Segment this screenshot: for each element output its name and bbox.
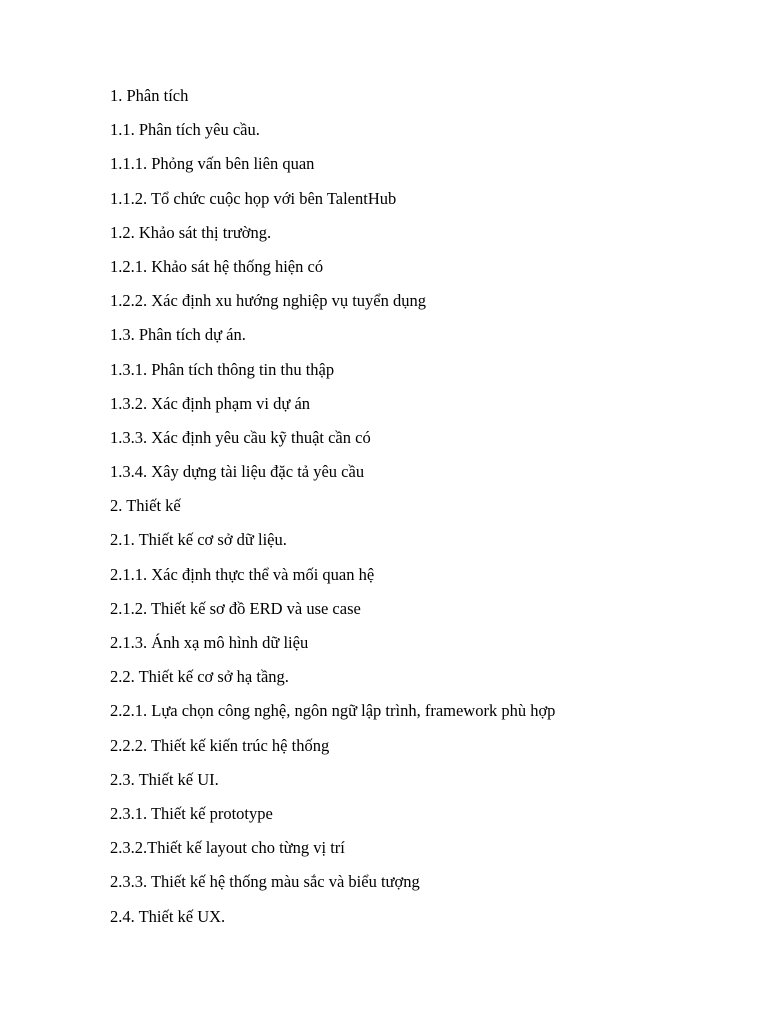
outline-line: 2.3.3. Thiết kế hệ thống màu sắc và biểu tượng [110, 872, 420, 892]
outline-line: 2.2. Thiết kế cơ sở hạ tầng. [110, 667, 289, 687]
outline-line: 2.3.2.Thiết kế layout cho từng vị trí [110, 838, 345, 858]
outline-list [110, 84, 555, 939]
outline-line: 1.3.2. Xác định phạm vi dự án [110, 393, 311, 413]
outline-line: 2.4. Thiết kế UX. [110, 906, 226, 926]
outline-line: 1.3.3. Xác định yêu cầu kỹ thuật cần có [110, 427, 371, 447]
outline-line: 2.2.2. Thiết kế kiến trúc hệ thống [110, 735, 330, 755]
outline-line: 1.2.2. Xác định xu hướng nghiệp vụ tuyển dụng [110, 291, 427, 311]
outline-line: 1.3.1. Phân tích thông tin thu thập [110, 359, 335, 379]
outline-line: 1. Phân tích [110, 86, 189, 105]
outline-line: 2.1. Thiết kế cơ sở dữ liệu. [110, 530, 287, 550]
outline-line: 2.2.1. Lựa chọn công nghệ, ngôn ngữ lập trình, framework phù hợp [110, 701, 556, 721]
outline-line: 1.2. Khảo sát thị trường. [110, 222, 272, 242]
outline-line: 1.3.4. Xây dựng tài liệu đặc tả yêu cầu [110, 462, 365, 482]
outline-line: 1.3. Phân tích dự án. [110, 325, 246, 345]
outline-line: 2.1.1. Xác định thực thể và mối quan hệ [110, 564, 375, 584]
outline-line: 2.3.1. Thiết kế prototype [110, 803, 273, 823]
outline-line: 2.3. Thiết kế UI. [110, 769, 219, 789]
outline-line: 1.1.1. Phỏng vấn bên liên quan [110, 154, 315, 174]
outline-line: 1.2.1. Khảo sát hệ thống hiện có [110, 256, 324, 276]
outline-line: 2.1.2. Thiết kế sơ đồ ERD và use case [110, 598, 361, 618]
outline-line: 1.1.2. Tổ chức cuộc họp với bên TalentHub [110, 188, 397, 208]
outline-line: 2. Thiết kế [110, 496, 181, 516]
outline-line: 1.1. Phân tích yêu cầu. [110, 120, 260, 140]
outline-line: 2.1.3. Ánh xạ mô hình dữ liệu [110, 633, 309, 652]
